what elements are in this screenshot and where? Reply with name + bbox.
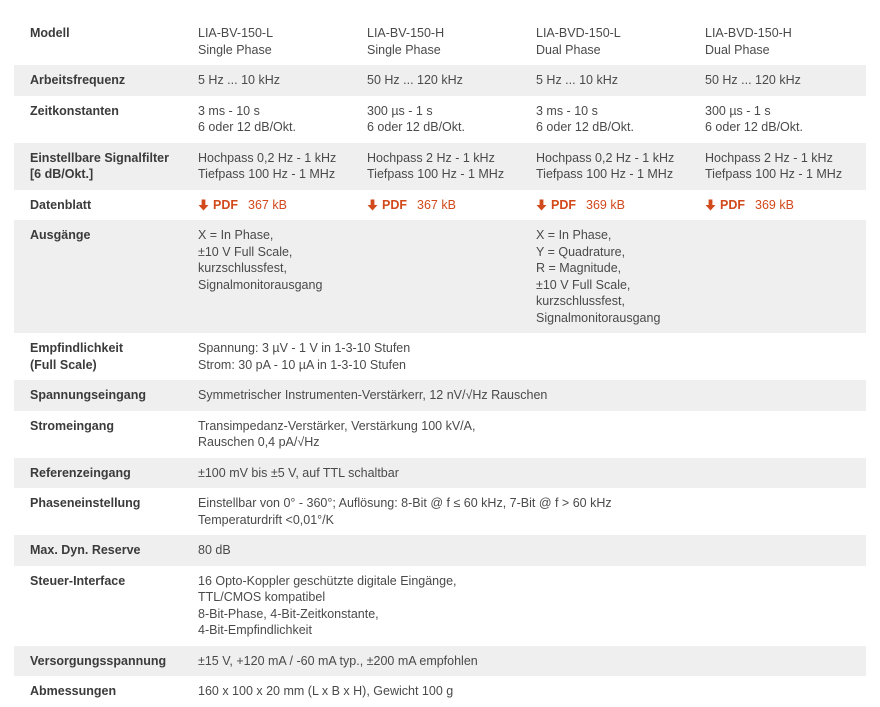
model-phase: Dual Phase [536,42,601,57]
row-value [359,143,528,190]
value-line: 5 Hz ... 10 kHz [536,73,618,87]
table-row [14,65,866,96]
row-label: Ausgänge [14,220,190,333]
row-value [190,646,866,677]
pdf-size: 369 kB [755,197,794,212]
datasheet-cell [528,190,697,221]
value-line: X = In Phase, [198,228,274,242]
pdf-link[interactable]: PDF [213,197,238,212]
table-row [14,535,866,566]
value-line: Signalmonitorausgang [536,310,661,325]
table-row [14,333,866,380]
pdf-size: 367 kB [417,197,456,212]
row-label: Zeitkonstanten [14,96,190,143]
row-value [190,676,866,707]
model-header-cell [528,18,697,65]
value-line: Strom: 30 pA - 10 µA in 1-3-10 Stufen [198,357,407,372]
row-label [14,143,190,190]
value-line: TTL/CMOS kompatibel [198,590,326,604]
value-line: 16 Opto-Koppler geschützte digitale Eingänge, [198,573,457,588]
row-value [697,65,866,96]
value-line: 3 ms - 10 s [536,103,598,118]
value-line: 3 ms - 10 s [198,103,260,118]
table-row [14,220,866,333]
row-value [190,380,866,411]
datasheet-cell [190,190,359,221]
row-label-line: Empfindlichkeit [30,341,124,355]
value-line: Hochpass 0,2 Hz - 1 kHz [198,150,337,165]
value-line: Tiefpass 100 Hz - 1 MHz [705,167,843,181]
row-label: Spannungseingang [14,380,190,411]
row-label-line: [6 dB/Okt.] [30,167,94,181]
download-arrow-icon [367,199,378,211]
table-row [14,566,866,646]
value-line: R = Magnitude, [536,261,622,275]
row-value [190,411,866,458]
row-label: Stromeingang [14,411,190,458]
value-line: 80 dB [198,543,231,557]
row-value [528,96,697,143]
download-arrow-icon [536,199,547,211]
pdf-link[interactable]: PDF [720,197,745,212]
value-line: 6 oder 12 dB/Okt. [198,120,296,134]
value-line: Spannung: 3 µV - 1 V in 1-3-10 Stufen [198,341,411,355]
row-value [190,333,866,380]
pdf-size: 369 kB [586,197,625,212]
row-value [190,96,359,143]
value-line: 4-Bit-Empfindlichkeit [198,623,312,637]
value-line: 6 oder 12 dB/Okt. [536,120,634,134]
value-line: Hochpass 2 Hz - 1 kHz [367,150,495,165]
row-value [190,143,359,190]
row-value [359,220,528,333]
table-row [14,96,866,143]
value-line: 160 x 100 x 20 mm (L x B x H), Gewicht 100 g [198,684,454,698]
header-label-modell: Modell [14,18,190,65]
model-header-cell [697,18,866,65]
model-phase: Single Phase [198,42,272,57]
value-line: Hochpass 2 Hz - 1 kHz [705,150,833,165]
row-value [190,566,866,646]
table-row [14,458,866,489]
row-label: Phaseneinstellung [14,488,190,535]
value-line: X = In Phase, [536,228,612,242]
model-phase: Single Phase [367,42,441,57]
download-arrow-icon [705,199,716,211]
value-line: Y = Quadrature, [536,244,626,259]
table-row [14,190,866,221]
value-line: 300 µs - 1 s [367,103,433,118]
row-label-line: (Full Scale) [30,357,97,372]
model-phase: Dual Phase [705,42,770,57]
model-name: LIA-BV-150-L [198,26,274,40]
table-row [14,411,866,458]
value-line: Hochpass 0,2 Hz - 1 kHz [536,150,675,165]
model-name: LIA-BVD-150-H [705,26,792,40]
row-value [359,65,528,96]
value-line: Tiefpass 100 Hz - 1 MHz [536,167,674,181]
table-row [14,380,866,411]
value-line: Rauschen 0,4 pA/√Hz [198,435,320,449]
value-line: ±10 V Full Scale, kurzschlussfest, [198,244,293,275]
row-label: Abmessungen [14,676,190,707]
model-header-cell [359,18,528,65]
row-label: Max. Dyn. Reserve [14,535,190,566]
table-row [14,143,866,190]
model-name: LIA-BVD-150-L [536,26,621,40]
row-label: Versorgungsspannung [14,646,190,677]
row-value [697,220,866,333]
row-value [528,220,697,333]
row-label-line: Einstellbare Signalfilter [30,150,169,165]
value-line: Transimpedanz-Verstärker, Verstärkung 100 kV/A, [198,418,476,433]
table-header-row [14,18,866,65]
value-line: Symmetrischer Instrumenten-Verstärkerr, 12 nV/√Hz Rauschen [198,388,548,402]
table-row [14,676,866,707]
row-value [190,220,359,333]
pdf-link[interactable]: PDF [382,197,407,212]
value-line: Temperaturdrift <0,01°/K [198,512,334,527]
value-line: 5 Hz ... 10 kHz [198,73,280,87]
row-value [190,535,866,566]
value-line: 8-Bit-Phase, 4-Bit-Zeitkonstante, [198,606,379,621]
pdf-size: 367 kB [248,197,287,212]
value-line: ±15 V, +120 mA / -60 mA typ., ±200 mA empfohlen [198,653,478,668]
table-row [14,646,866,677]
model-header-cell [190,18,359,65]
datasheet-cell [359,190,528,221]
value-line: 50 Hz ... 120 kHz [367,73,463,87]
row-value [359,96,528,143]
value-line: Signalmonitorausgang [198,277,323,292]
row-label: Datenblatt [14,190,190,221]
value-line: Tiefpass 100 Hz - 1 MHz [367,167,505,181]
row-value [697,143,866,190]
row-value [697,96,866,143]
model-name: LIA-BV-150-H [367,26,445,40]
row-value [528,143,697,190]
row-value [190,65,359,96]
table-row [14,488,866,535]
row-value [190,488,866,535]
value-line: ±100 mV bis ±5 V, auf TTL schaltbar [198,465,399,480]
value-line: Einstellbar von 0° - 360°; Auflösung: 8-Bit @ f ≤ 60 kHz, 7-Bit @ f > 60 kHz [198,496,612,510]
row-label: Steuer-Interface [14,566,190,646]
row-value [528,65,697,96]
value-line: 300 µs - 1 s [705,103,771,118]
value-line: ±10 V Full Scale, kurzschlussfest, [536,277,631,308]
datasheet-cell [697,190,866,221]
value-line: 6 oder 12 dB/Okt. [705,120,803,134]
row-label: Arbeitsfrequenz [14,65,190,96]
row-label [14,333,190,380]
download-arrow-icon [198,199,209,211]
specifications-table [14,18,866,707]
pdf-link[interactable]: PDF [551,197,576,212]
value-line: Tiefpass 100 Hz - 1 MHz [198,167,336,181]
value-line: 50 Hz ... 120 kHz [705,73,801,87]
value-line: 6 oder 12 dB/Okt. [367,120,465,134]
row-label: Referenzeingang [14,458,190,489]
row-value [190,458,866,489]
